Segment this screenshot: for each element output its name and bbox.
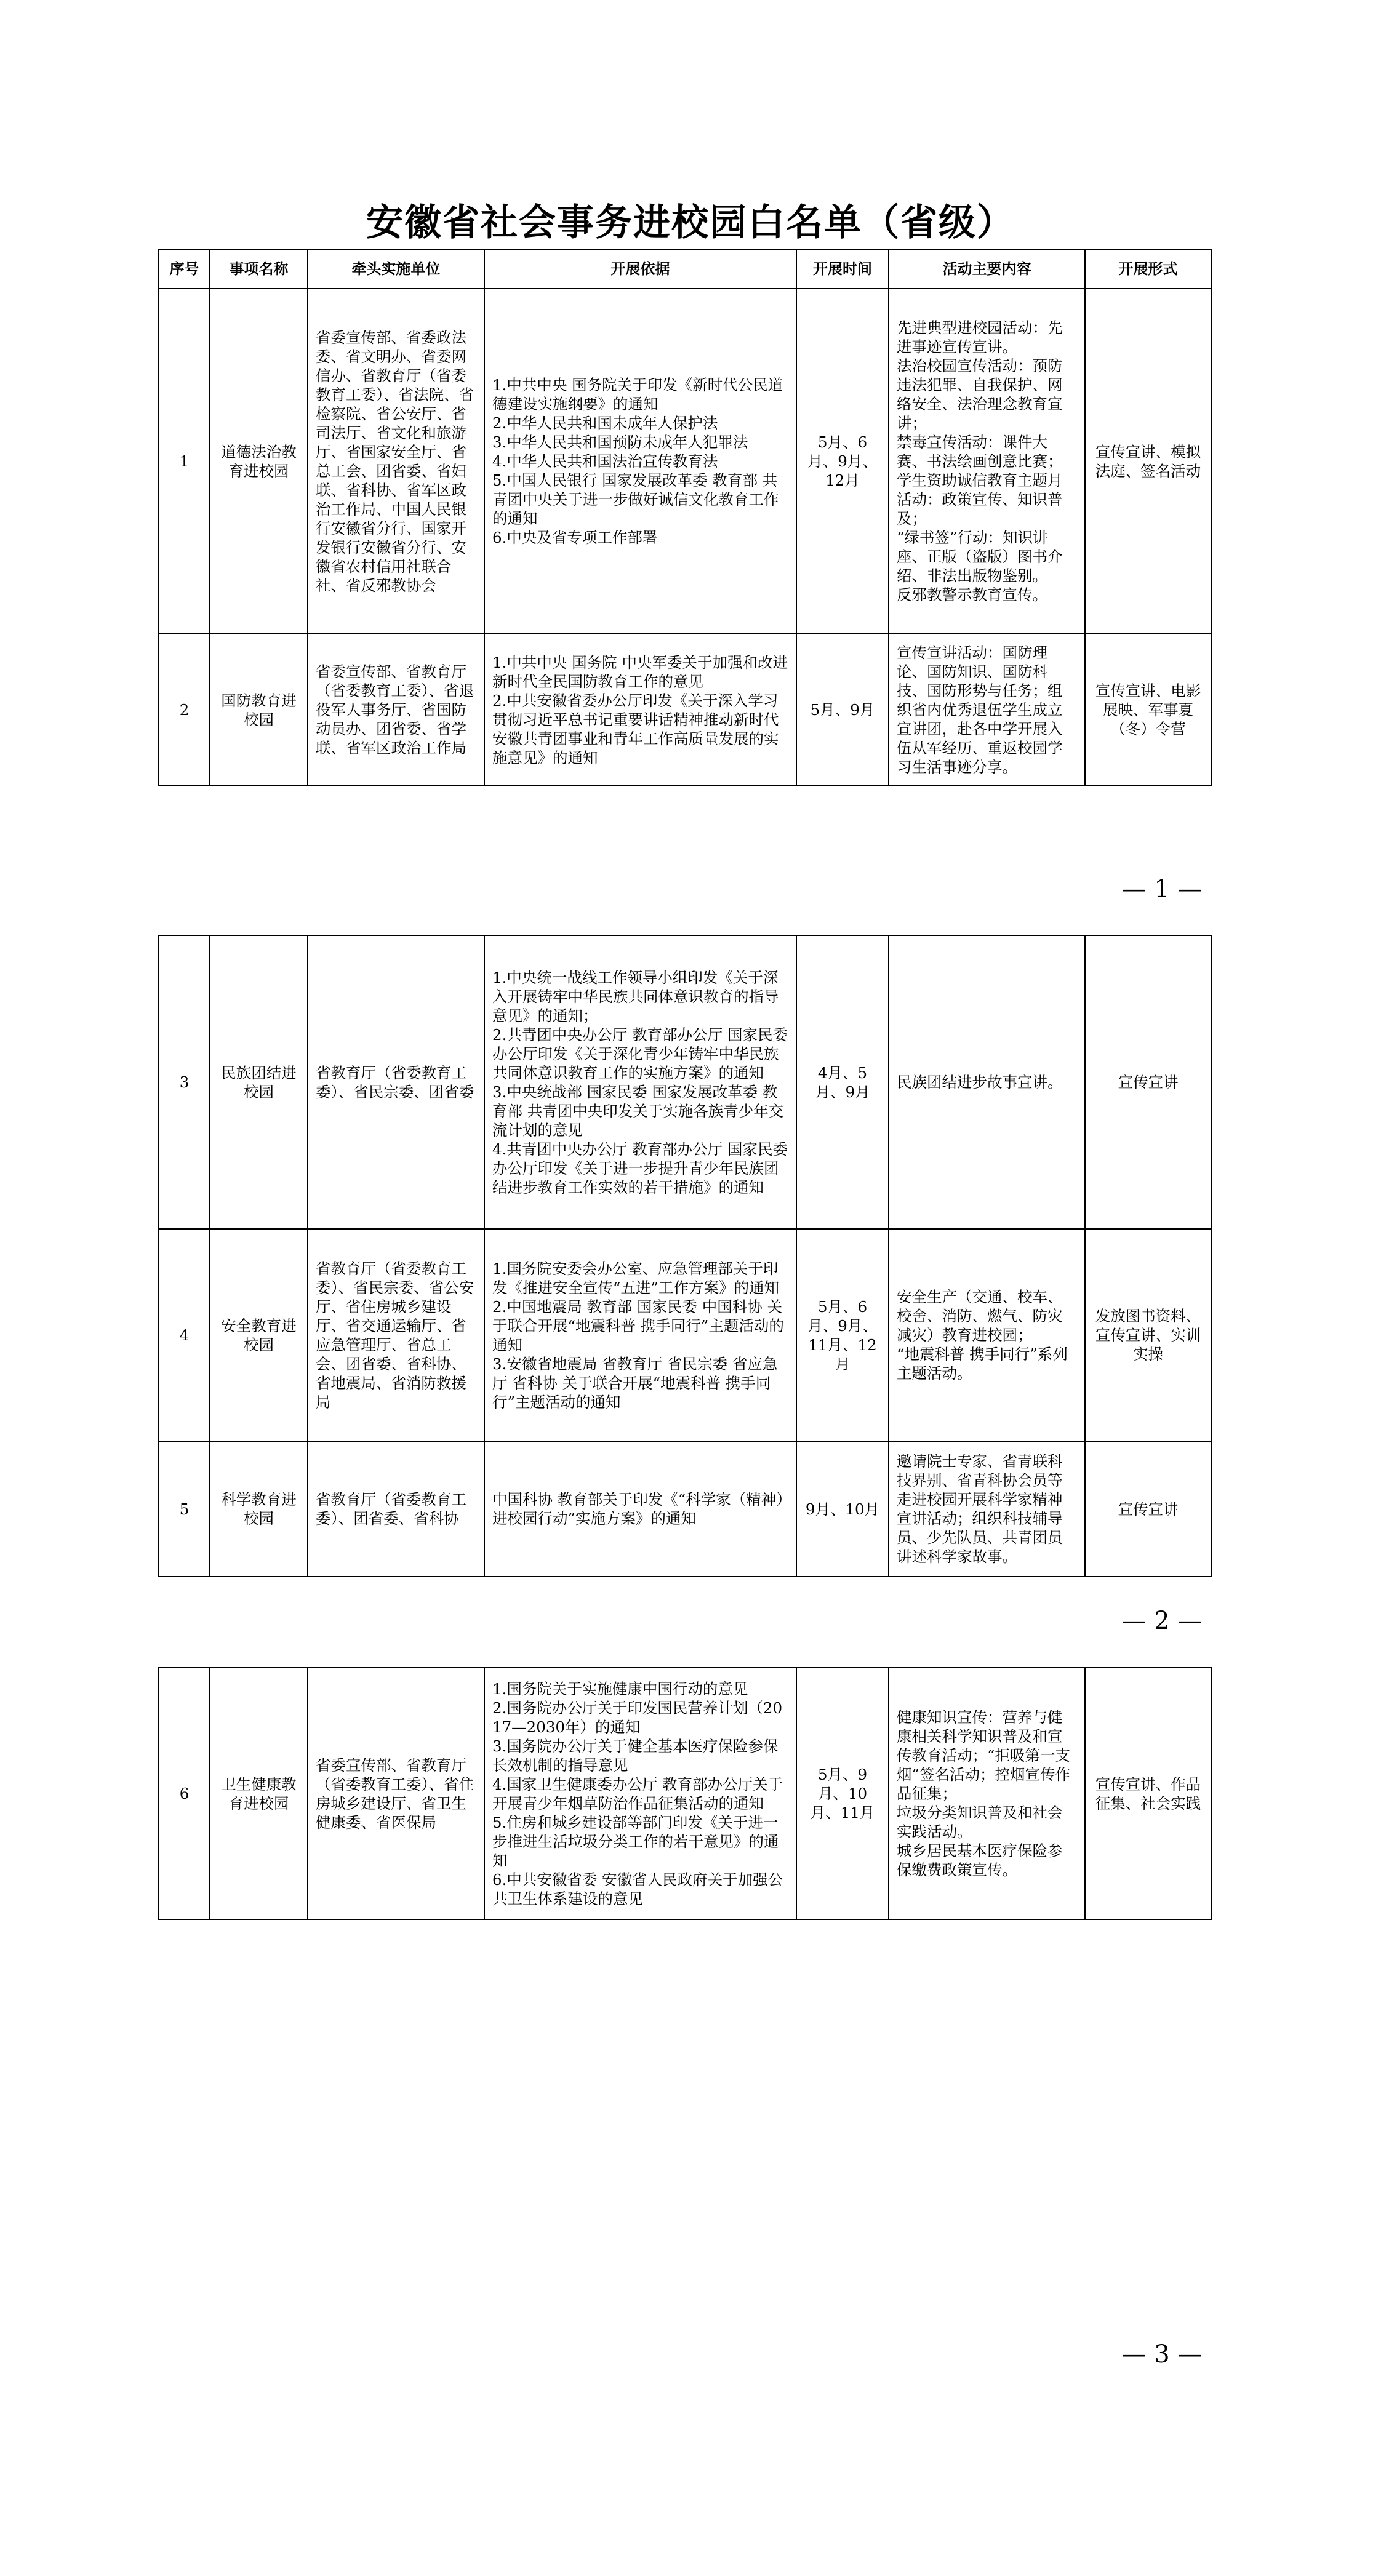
item-name: 道德法治教育进校园 <box>210 289 308 634</box>
table-row <box>159 1229 1211 1441</box>
basis-line: 4.共青团中央办公厅 教育部办公厅 国家民委办公厅印发《关于进一步提升青少年民族团结进步教育工作实效的若干措施》的通知 <box>492 1140 788 1196</box>
activity-time: 5月、6月、9月、12月 <box>796 289 889 634</box>
whitelist-table-page-1 <box>158 249 1212 786</box>
basis-cell <box>484 1668 796 1919</box>
basis-line: 3.安徽省地震局 省教育厅 省民宗委 省应急厅 省科协 关于联合开展“地震科普 携手同行”主题活动的通知 <box>492 1354 778 1411</box>
basis-line: 2.中国地震局 教育部 国家民委 中国科协 关于联合开展“地震科普 携手同行”主题活动的通知 <box>492 1297 784 1354</box>
table-row <box>159 289 1211 634</box>
content-line: “地震科普 携手同行”系列主题活动。 <box>897 1345 1068 1382</box>
lead-units: 省委宣传部、省教育厅（省委教育工委）、省退役军人事务厅、省国防动员办、团省委、省学联、省军区政治工作局 <box>308 634 484 786</box>
basis-line: 3.中央统战部 国家民委 国家发展改革委 教育部 共青团中央印发关于实施各族青少年交流计划的意见 <box>492 1082 784 1139</box>
content-line: 健康知识宣传：营养与健康相关科学知识普及和宣传教育活动；“拒吸第一支烟”签名活动；控烟宣传作品征集； <box>897 1708 1071 1802</box>
basis-cell <box>484 634 796 786</box>
content-line: 宣传宣讲活动：国防理论、国防知识、国防科技、国防形势与任务；组织省内优秀退伍学生成立宣讲团，赴各中学开展入伍从军经历、重返校园学习生活事迹分享。 <box>897 644 1063 776</box>
content-cell <box>889 935 1085 1229</box>
header-cell: 序号 <box>159 249 210 289</box>
header-cell: 活动主要内容 <box>889 249 1085 289</box>
activity-form: 宣传宣讲、模拟法庭、签名活动 <box>1085 289 1211 634</box>
content-line: 城乡居民基本医疗保险参保缴费政策宣传。 <box>897 1842 1063 1879</box>
table-row <box>159 1441 1211 1577</box>
lead-units: 省委宣传部、省教育厅（省委教育工委）、省住房城乡建设厅、省卫生健康委、省医保局 <box>308 1668 484 1919</box>
content-line: 学生资助诚信教育主题月活动：政策宣传、知识普及； <box>897 471 1063 527</box>
content-line: 邀请院士专家、省青联科技界别、省青科协会员等走进校园开展科学家精神宣讲活动；组织科技辅导员、少先队员、共青团员讲述科学家故事。 <box>897 1452 1063 1566</box>
basis-line: 1.中央统一战线工作领导小组印发《关于深入开展铸牢中华民族共同体意识教育的指导意见》的通知； <box>492 968 779 1025</box>
basis-line: 1.国务院安委会办公室、应急管理部关于印发《推进安全宣传“五进”工作方案》的通知 <box>492 1259 780 1297</box>
content-cell <box>889 1668 1085 1919</box>
page-number: — 3 — <box>1121 2340 1203 2369</box>
row-number: 5 <box>159 1441 210 1577</box>
header-cell: 开展依据 <box>484 249 796 289</box>
content-line: 民族团结进步故事宣讲。 <box>897 1073 1063 1091</box>
basis-cell <box>484 289 796 634</box>
basis-line: 4.中华人民共和国法治宣传教育法 <box>492 452 718 470</box>
basis-line: 3.国务院办公厅关于健全基本医疗保险参保长效机制的指导意见 <box>492 1737 779 1774</box>
content-line: 禁毒宣传活动：课件大赛、书法绘画创意比赛； <box>897 433 1063 470</box>
basis-line: 1.中共中央 国务院 中央军委关于加强和改进新时代全民国防教育工作的意见 <box>492 653 788 690</box>
activity-form: 宣传宣讲 <box>1085 935 1211 1229</box>
activity-form: 宣传宣讲 <box>1085 1441 1211 1577</box>
whitelist-table-page-2 <box>158 935 1212 1577</box>
basis-line: 5.住房和城乡建设部等部门印发《关于进一步推进生活垃圾分类工作的若干意见》的通知 <box>492 1813 779 1870</box>
row-number: 2 <box>159 634 210 786</box>
row-number: 6 <box>159 1668 210 1919</box>
table-header-row <box>159 249 1211 289</box>
whitelist-table-page-3 <box>158 1667 1212 1920</box>
basis-line: 5.中国人民银行 国家发展改革委 教育部 共青团中央关于进一步做好诚信文化教育工作的通知 <box>492 471 779 527</box>
basis-line: 3.中华人民共和国预防未成年人犯罪法 <box>492 433 748 451</box>
lead-units: 省委宣传部、省委政法委、省文明办、省委网信办、省教育厅（省委教育工委）、省法院、省检察院、省公安厅、省司法厅、省文化和旅游厅、省国家安全厅、省总工会、团省委、省妇联、省科协、省军区政治工作局、中国人民银行安徽省分行、国家开发银行安徽省分行、安徽省农村信用社联合社、省反邪教协会 <box>308 289 484 634</box>
item-name: 国防教育进校园 <box>210 634 308 786</box>
table-row <box>159 935 1211 1229</box>
item-name: 安全教育进校园 <box>210 1229 308 1441</box>
content-cell <box>889 289 1085 634</box>
content-line: 安全生产（交通、校车、校舍、消防、燃气、防灾减灾）教育进校园； <box>897 1288 1063 1344</box>
content-cell <box>889 634 1085 786</box>
basis-line: 2.中华人民共和国未成年人保护法 <box>492 414 718 432</box>
row-number: 4 <box>159 1229 210 1441</box>
lead-units: 省教育厅（省委教育工委）、省民宗委、省公安厅、省住房城乡建设厅、省交通运输厅、省应急管理厅、省总工会、团省委、省科协、省地震局、省消防救援局 <box>308 1229 484 1441</box>
basis-line: 6.中共安徽省委 安徽省人民政府关于加强公共卫生体系建设的意见 <box>492 1870 783 1908</box>
activity-time: 5月、9月 <box>796 634 889 786</box>
activity-time: 9月、10月 <box>796 1441 889 1577</box>
header-cell: 开展形式 <box>1085 249 1211 289</box>
basis-line: 4.国家卫生健康委办公厅 教育部办公厅关于开展青少年烟草防治作品征集活动的通知 <box>492 1775 783 1812</box>
document-title: 安徽省社会事务进校园白名单（省级） <box>366 201 1015 244</box>
row-number: 1 <box>159 289 210 634</box>
content-line: “绿书签”行动：知识讲座、正版（盗版）图书介绍、非法出版物鉴别。 <box>897 529 1063 585</box>
item-name: 科学教育进校园 <box>210 1441 308 1577</box>
activity-time: 5月、6月、9月、11月、12月 <box>796 1229 889 1441</box>
lead-units: 省教育厅（省委教育工委）、团省委、省科协 <box>308 1441 484 1577</box>
basis-cell <box>484 935 796 1229</box>
content-cell <box>889 1229 1085 1441</box>
item-name: 民族团结进校园 <box>210 935 308 1229</box>
basis-line: 2.中共安徽省委办公厅印发《关于深入学习贯彻习近平总书记重要讲话精神推动新时代安徽共青团事业和青年工作高质量发展的实施意见》的通知 <box>492 691 779 767</box>
basis-line: 1.国务院关于实施健康中国行动的意见 <box>492 1679 748 1698</box>
page-number: — 2 — <box>1121 1607 1203 1635</box>
basis-line: 1.中共中央 国务院关于印发《新时代公民道德建设实施纲要》的通知 <box>492 376 783 413</box>
activity-time: 4月、5月、9月 <box>796 935 889 1229</box>
page-number: — 1 — <box>1121 875 1203 903</box>
lead-units: 省教育厅（省委教育工委）、省民宗委、团省委 <box>308 935 484 1229</box>
content-line: 垃圾分类知识普及和社会实践活动。 <box>897 1804 1063 1841</box>
basis-line: 中国科协 教育部关于印发《“科学家（精神）进校园行动”实施方案》的通知 <box>492 1490 784 1527</box>
header-cell: 事项名称 <box>210 249 308 289</box>
item-name: 卫生健康教育进校园 <box>210 1668 308 1919</box>
basis-line: 2.国务院办公厅关于印发国民营养计划（2017—2030年）的通知 <box>492 1698 783 1736</box>
basis-cell <box>484 1229 796 1441</box>
activity-form: 宣传宣讲、作品征集、社会实践 <box>1085 1668 1211 1919</box>
content-line: 反邪教警示教育宣传。 <box>897 586 1047 604</box>
table-row <box>159 1668 1211 1919</box>
content-line: 法治校园宣传活动：预防违法犯罪、自我保护、网络安全、法治理念教育宣讲； <box>897 357 1063 432</box>
content-line: 先进典型进校园活动：先进事迹宣传宣讲。 <box>897 319 1063 356</box>
header-cell: 开展时间 <box>796 249 889 289</box>
basis-line: 6.中央及省专项工作部署 <box>492 529 658 546</box>
basis-cell <box>484 1441 796 1577</box>
table-row <box>159 634 1211 786</box>
activity-form: 发放图书资料、宣传宣讲、实训实操 <box>1085 1229 1211 1441</box>
activity-form: 宣传宣讲、电影展映、军事夏（冬）令营 <box>1085 634 1211 786</box>
activity-time: 5月、9月、10月、11月 <box>796 1668 889 1919</box>
row-number: 3 <box>159 935 210 1229</box>
content-cell <box>889 1441 1085 1577</box>
basis-line: 2.共青团中央办公厅 教育部办公厅 国家民委办公厅印发《关于深化青少年铸牢中华民族共同体意识教育工作的实施方案》的通知 <box>492 1025 788 1082</box>
header-cell: 牵头实施单位 <box>308 249 484 289</box>
